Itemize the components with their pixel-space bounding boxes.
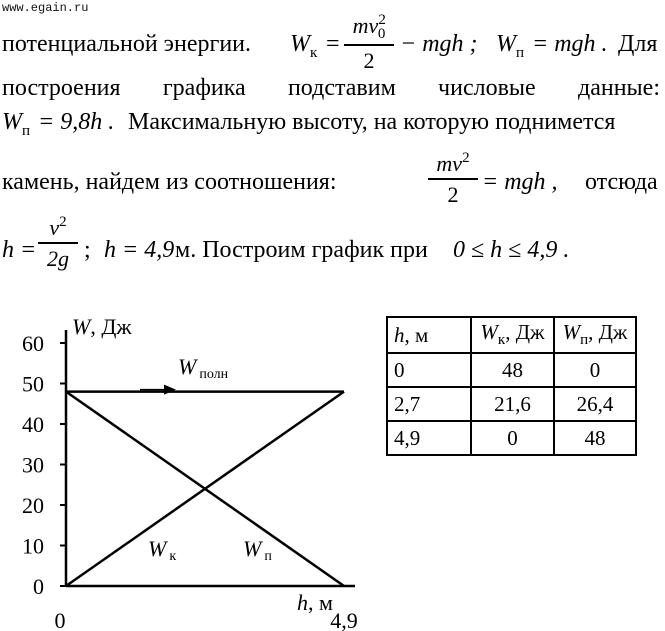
eq-mgh: = mgh . [532,31,608,57]
values-table [386,316,637,456]
table-header-row [387,317,636,353]
text-line4-start: камень, найдем из соотношения: [2,169,337,195]
wp-symbol: $W_п$ [496,31,525,61]
table-cell: 0 [554,353,636,387]
table-cell: 21,6 [471,387,554,421]
y-tick-label: 0 [33,574,44,599]
y-tick-label: 20 [22,493,44,518]
table-cell: 2,7 [387,387,471,421]
watermark-text: www.egain.ru [2,1,89,15]
text-line4-end: отсюда [585,169,658,195]
series-label-3: Wп [243,536,272,564]
series-label-2: Wк [148,536,177,564]
series-label-1: Wполн [178,354,229,382]
h-value: h = 4,9 [104,237,175,263]
table-cell: 4,9 [387,421,471,455]
table-cell: 0 [387,353,471,387]
series-line-2 [66,392,344,586]
table-cell: 26,4 [554,387,636,421]
wk-symbol: $W_к$ [290,31,318,61]
fraction-kinetic: $mv^2_0$ 2 [344,12,394,74]
text-line2: построения графика подставим числовые данные: [2,75,660,101]
y-tick-label: 10 [22,533,44,559]
minus-mgh: − mgh ; [400,31,478,57]
y-tick-label: 30 [22,452,44,478]
fraction-height: $v^2$ 2g [38,214,78,272]
h-equals: h = [2,237,37,263]
table-header-wp: $W_п$, Дж [554,317,636,353]
table-cell: 0 [471,421,554,455]
text-line5-rest: м. Построим график при [175,237,428,263]
equals-sign: = [326,31,340,57]
table-cell: 48 [554,421,636,455]
x-axis-label: h, м [297,590,333,615]
table-row [387,421,636,455]
table-row [387,353,636,387]
y-tick-label: 40 [22,412,44,437]
x-tick-label: 4,9 [330,608,358,631]
arrow-head-icon [164,385,176,395]
y-tick-label: 50 [22,371,44,397]
x-tick-label: 0 [54,608,66,631]
eq-mgh-2: = mgh , [482,169,558,195]
table-header-h: h, м [387,317,471,353]
series-line-3 [66,392,344,586]
y-tick-label: 60 [22,331,44,356]
h-range: 0 ≤ h ≤ 4,9 . [453,237,570,263]
y-axis-label: W, Дж [72,314,132,339]
wp-symbol-line3: $W_п$ [2,109,31,139]
semicolon: ; [84,237,91,263]
fraction-energy-balance: $mv^2$ 2 [428,150,478,208]
text-line1-start: потенциальной энергии. [2,31,251,57]
text-line1-end: Для [618,31,658,57]
table-cell: 48 [471,353,554,387]
table-header-wk: $W_к$, Дж [471,317,554,353]
table-row [387,387,636,421]
wp-formula: = 9,8h . [38,109,115,135]
text-line3-rest: Максимальную высоту, на которую поднимется [128,109,616,135]
